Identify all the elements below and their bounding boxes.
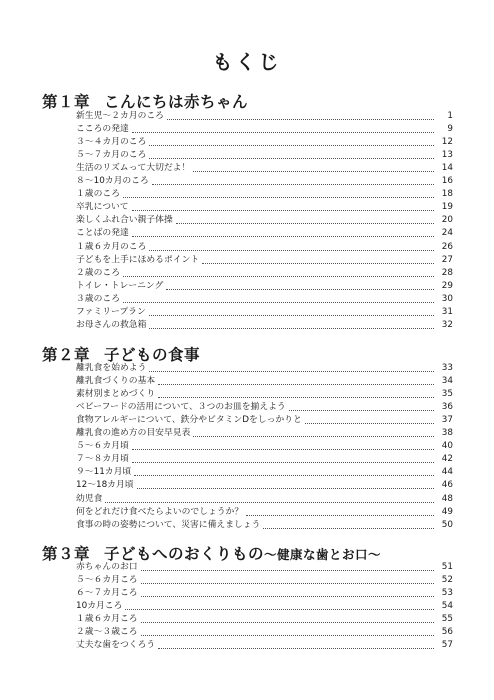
chapter-2-entries — [76, 362, 453, 532]
toc-entry — [76, 254, 453, 267]
dot-leader — [149, 314, 434, 316]
toc-entry — [76, 492, 453, 505]
toc-entry — [76, 110, 453, 123]
toc-entry-page-number: 44 — [441, 467, 453, 478]
dot-leader — [246, 514, 434, 516]
toc-entry — [76, 267, 453, 280]
toc-entry-label: 食事の時の姿勢について、災害に備えましょう — [76, 519, 261, 530]
toc-entry — [76, 466, 453, 479]
toc-entry-page-number: 18 — [441, 189, 453, 200]
toc-entry — [76, 574, 453, 587]
toc-entry-page-number: 24 — [441, 228, 453, 239]
toc-entry-page-number: 13 — [441, 150, 453, 161]
toc-entry-label: 12～18カ月頃 — [76, 480, 134, 491]
toc-entry-page-number: 34 — [441, 376, 453, 387]
toc-entry-label: 生活のリズムって大切だよ！ — [76, 163, 191, 174]
chapter-number: 第３章 — [42, 545, 91, 563]
toc-entry-label: トイレ・トレーニング — [76, 280, 164, 291]
toc-entry — [76, 293, 453, 306]
dot-leader — [193, 435, 434, 437]
toc-entry-label: ベビーフードの活用について、３つのお皿を揃えよう — [76, 402, 286, 413]
toc-entry-page-number: 54 — [441, 601, 453, 612]
toc-entry-label: 新生児～２カ月のころ — [76, 111, 164, 122]
toc-entry-label: ３歳のころ — [76, 293, 120, 304]
toc-entry-label: １歳６カ月のころ — [76, 241, 147, 252]
toc-entry-page-number: 52 — [441, 575, 453, 586]
toc-entry-page-number: 16 — [441, 176, 453, 187]
dot-leader — [134, 474, 434, 476]
dot-leader — [132, 448, 434, 450]
toc-entry — [76, 136, 453, 149]
dot-leader — [105, 501, 434, 503]
toc-entry-label: 丈夫な歯をつくろう — [76, 640, 156, 651]
dot-leader — [141, 569, 434, 571]
toc-entry — [76, 639, 453, 652]
toc-entry — [76, 280, 453, 293]
toc-entry-page-number: 27 — [441, 254, 453, 265]
toc-entry-page-number: 51 — [441, 562, 453, 573]
toc-entry-page-number: 12 — [441, 137, 453, 148]
toc-entry — [76, 613, 453, 626]
toc-entry — [76, 214, 453, 227]
toc-entry-label: ３～４カ月のころ — [76, 137, 147, 148]
chapter-1-entries — [76, 110, 453, 332]
dot-leader — [166, 288, 434, 290]
toc-entry-page-number: 48 — [441, 493, 453, 504]
toc-entry — [76, 319, 453, 332]
toc-entry-page-number: 35 — [441, 389, 453, 400]
toc-entry — [76, 600, 453, 613]
toc-entry-label: ５～６カ月頃 — [76, 441, 129, 452]
toc-entry-page-number: 49 — [441, 506, 453, 517]
toc-entry-label: ５～７カ月のころ — [76, 150, 147, 161]
dot-leader — [141, 621, 434, 623]
toc-entry-label: ５～６カ月ころ — [76, 575, 138, 586]
dot-leader — [149, 144, 434, 146]
dot-leader — [141, 634, 434, 636]
chapter-title: こんにちは赤ちゃん — [104, 93, 249, 111]
toc-entry — [76, 240, 453, 253]
toc-entry — [76, 162, 453, 175]
toc-entry — [76, 227, 453, 240]
dot-leader — [202, 262, 434, 264]
toc-entry-page-number: 36 — [441, 402, 453, 413]
toc-entry — [76, 479, 453, 492]
toc-entry — [76, 188, 453, 201]
toc-entry-label: ７～８カ月頃 — [76, 454, 129, 465]
toc-entry-label: ことばの発達 — [76, 228, 129, 239]
toc-entry — [76, 561, 453, 574]
page-title: もくじ — [212, 50, 282, 74]
toc-entry-page-number: 53 — [441, 588, 453, 599]
toc-entry-label: 離乳食の進め方の目安早見表 — [76, 428, 191, 439]
dot-leader — [123, 196, 434, 198]
dot-leader — [149, 157, 434, 159]
toc-entry-page-number: 40 — [441, 441, 453, 452]
chapter-1-heading — [42, 90, 248, 112]
toc-entry — [76, 519, 453, 532]
dot-leader — [123, 275, 434, 277]
toc-entry — [76, 587, 453, 600]
chapter-number: 第１章 — [42, 93, 91, 111]
toc-entry — [76, 175, 453, 188]
dot-leader — [289, 409, 434, 411]
dot-leader — [152, 183, 434, 185]
toc-entry — [76, 427, 453, 440]
toc-entry — [76, 306, 453, 319]
dot-leader — [125, 608, 434, 610]
toc-entry — [76, 506, 453, 519]
dot-leader — [149, 249, 434, 251]
toc-entry — [76, 123, 453, 136]
toc-entry-label: 卒乳について — [76, 202, 129, 213]
toc-entry-page-number: 29 — [441, 280, 453, 291]
toc-entry-label: 赤ちゃんのお口 — [76, 562, 138, 573]
toc-entry-page-number: 32 — [441, 319, 453, 330]
toc-entry-label: 10カ月ころ — [76, 601, 123, 612]
toc-entry-label: お母さんの救急箱 — [76, 319, 147, 330]
toc-entry — [76, 362, 453, 375]
toc-entry-label: 子どもを上手にほめるポイント — [76, 254, 200, 265]
toc-entry — [76, 201, 453, 214]
toc-entry-page-number: 57 — [441, 640, 453, 651]
dot-leader — [193, 170, 434, 172]
dot-leader — [158, 396, 434, 398]
toc-entry-label: ２歳～３歳ころ — [76, 627, 138, 638]
toc-entry-label: ２歳のころ — [76, 267, 120, 278]
toc-entry-label: 離乳食づくりの基本 — [76, 376, 156, 387]
toc-entry-label: 楽しくふれ合い親子体操 — [76, 215, 173, 226]
toc-entry — [76, 626, 453, 639]
dot-leader — [149, 370, 434, 372]
toc-entry-page-number: 46 — [441, 480, 453, 491]
dot-leader — [123, 301, 434, 303]
toc-entry — [76, 375, 453, 388]
toc-entry-label: 幼児食 — [76, 493, 103, 504]
dot-leader — [167, 118, 434, 120]
toc-entry-label: 何をどれだけ食べたらよいのでしょうか？ — [76, 506, 244, 517]
toc-entry — [76, 414, 453, 427]
toc-entry — [76, 388, 453, 401]
dot-leader — [158, 383, 434, 385]
toc-entry-page-number: 55 — [441, 614, 453, 625]
toc-entry-label: １歳のころ — [76, 189, 120, 200]
toc-entry-page-number: 9 — [447, 124, 453, 135]
dot-leader — [158, 647, 434, 649]
dot-leader — [137, 487, 434, 489]
chapter-title: 子どもへのおくりもの — [104, 545, 265, 563]
chapter-3-entries — [76, 561, 453, 652]
toc-entry-page-number: 1 — [447, 111, 453, 122]
toc-entry-label: ９～11カ月頃 — [76, 467, 132, 478]
toc-entry — [76, 453, 453, 466]
dot-leader — [305, 422, 434, 424]
toc-entry-label: ファミリープラン — [76, 306, 146, 317]
toc-entry-label: 離乳食を始めよう — [76, 363, 147, 374]
toc-entry-page-number: 37 — [441, 415, 453, 426]
toc-entry-page-number: 38 — [441, 428, 453, 439]
dot-leader — [132, 209, 434, 211]
toc-entry-page-number: 56 — [441, 627, 453, 638]
toc-entry-page-number: 31 — [441, 306, 453, 317]
toc-entry-page-number: 19 — [441, 202, 453, 213]
chapter-title: 子どもの食事 — [104, 346, 201, 364]
chapter-subtitle: ～健康な歯とお口～ — [264, 547, 382, 562]
toc-entry-label: 食物アレルギーについて、鉄分やビタミンDをしっかりと — [76, 415, 302, 426]
toc-entry-label: 素材別まとめづくり — [76, 389, 156, 400]
toc-entry-page-number: 14 — [441, 163, 453, 174]
toc-entry-label: こころの発達 — [76, 124, 129, 135]
toc-entry-page-number: 30 — [441, 293, 453, 304]
toc-entry-page-number: 26 — [441, 241, 453, 252]
dot-leader — [132, 131, 434, 133]
dot-leader — [263, 527, 434, 529]
dot-leader — [141, 582, 434, 584]
toc-entry — [76, 440, 453, 453]
toc-entry-label: ６～７カ月ころ — [76, 588, 138, 599]
dot-leader — [141, 595, 434, 597]
dot-leader — [132, 461, 434, 463]
toc-entry-page-number: 28 — [441, 267, 453, 278]
dot-leader — [176, 222, 434, 224]
chapter-number: 第２章 — [42, 346, 91, 364]
toc-entry-label: １歳６カ月ころ — [76, 614, 138, 625]
dot-leader — [132, 235, 434, 237]
toc-entry — [76, 149, 453, 162]
toc-entry-page-number: 33 — [441, 363, 453, 374]
toc-entry-page-number: 20 — [441, 215, 453, 226]
toc-entry-page-number: 50 — [441, 519, 453, 530]
toc-entry-page-number: 42 — [441, 454, 453, 465]
toc-entry — [76, 401, 453, 414]
toc-entry-label: ８～10カ月のころ — [76, 176, 149, 187]
dot-leader — [149, 327, 434, 329]
